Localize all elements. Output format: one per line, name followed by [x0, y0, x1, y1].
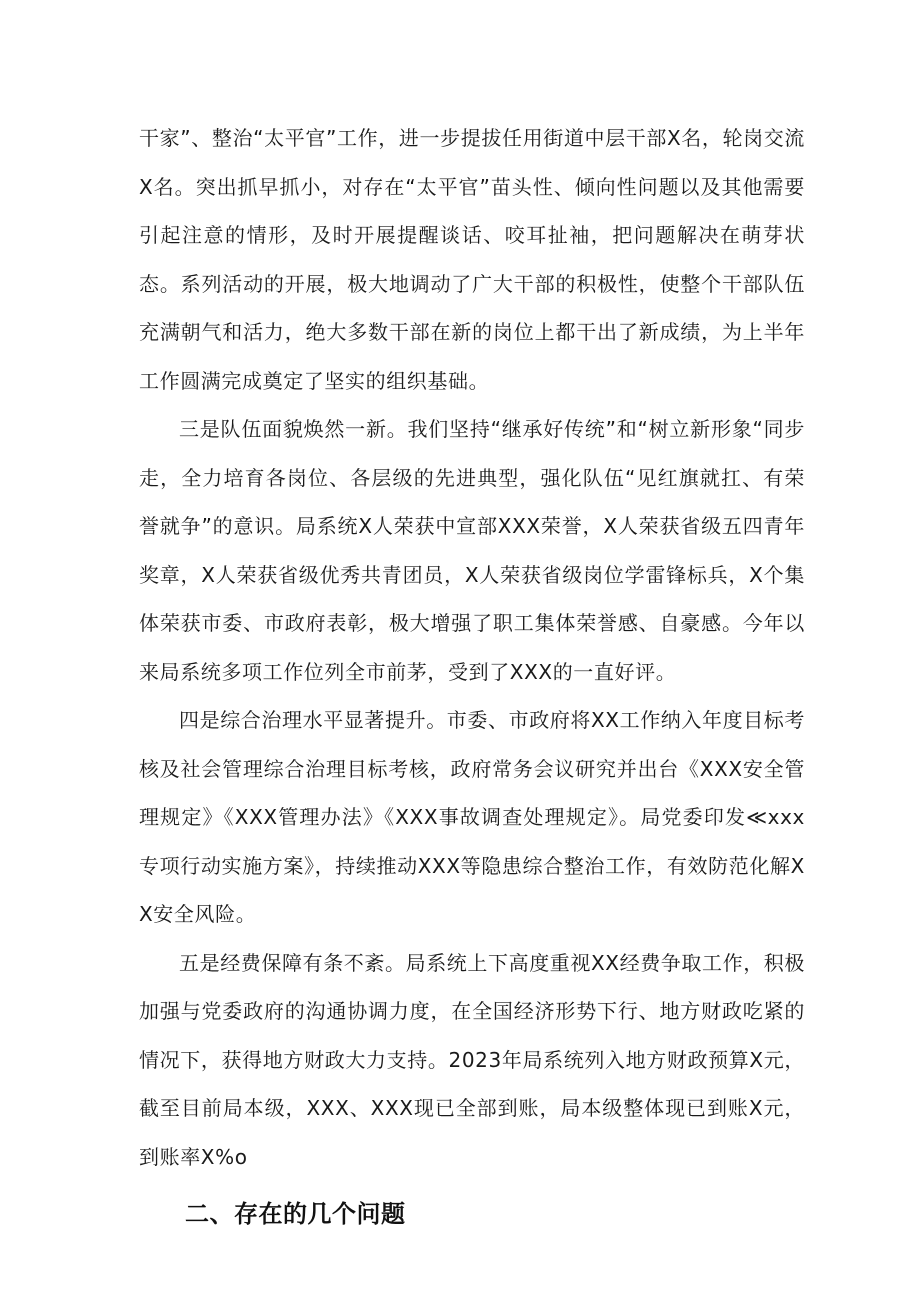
section-heading-problems: 二、存在的几个问题	[185, 1200, 406, 1228]
paragraph-comprehensive-governance: 四是综合治理水平显著提升。市委、市政府将XX工作纳入年度目标考核及社会管理综合治理目标考核，政府常务会议研究并出台《XXX安全管理规定》《XXX管理办法》《XXX事故调查处理规定》。局党委印发≪xxx专项行动实施方案》，持续推动XXX等隐患综合整治工作，有效防范化解XX安全风险。	[139, 708, 806, 926]
paragraph-team-appearance: 三是队伍面貌焕然一新。我们坚持“继承好传统”和“树立新形象“同步走，全力培育各岗位、各层级的先进典型，强化队伍“见红旗就扛、有荣誉就争”的意识。局系统X人荣获中宣部XXX荣誉，X人荣获省级五四青年奖章，X人荣获省级优秀共青团员，X人荣获省级岗位学雷锋标兵，X个集体荣获市委、市政府表彰，极大增强了职工集体荣誉感、自豪感。今年以来局系统多项工作位列全市前茅，受到了XXX的一直好评。	[139, 417, 805, 684]
document-page	[139, 114, 805, 1241]
paragraph-funding-guarantee: 五是经费保障有条不紊。局系统上下高度重视XX经费争取工作，积极加强与党委政府的沟通协调力度，在全国经济形势下行、地方财政吃紧的情况下，获得地方财政大力支持。2023年局系统列入地方财政预算X元，截至目前局本级，XXX、XXX现已全部到账，局本级整体现已到账X元，到账率X%o	[139, 950, 806, 1169]
paragraph-cadre-work: 干家”、整治“太平官”工作，进一步提拔任用街道中层干部X名，轮岗交流X名。突出抓早抓小，对存在“太平官”苗头性、倾向性问题以及其他需要引起注意的情形，及时开展提醒谈话、咬耳扯袖，把问题解决在萌芽状态。系列活动的开展，极大地调动了广大干部的积极性，使整个干部队伍充满朝气和活力，绝大多数干部在新的岗位上都干出了新成绩，为上半年工作圆满完成奠定了坚实的组织基础。	[139, 126, 805, 393]
